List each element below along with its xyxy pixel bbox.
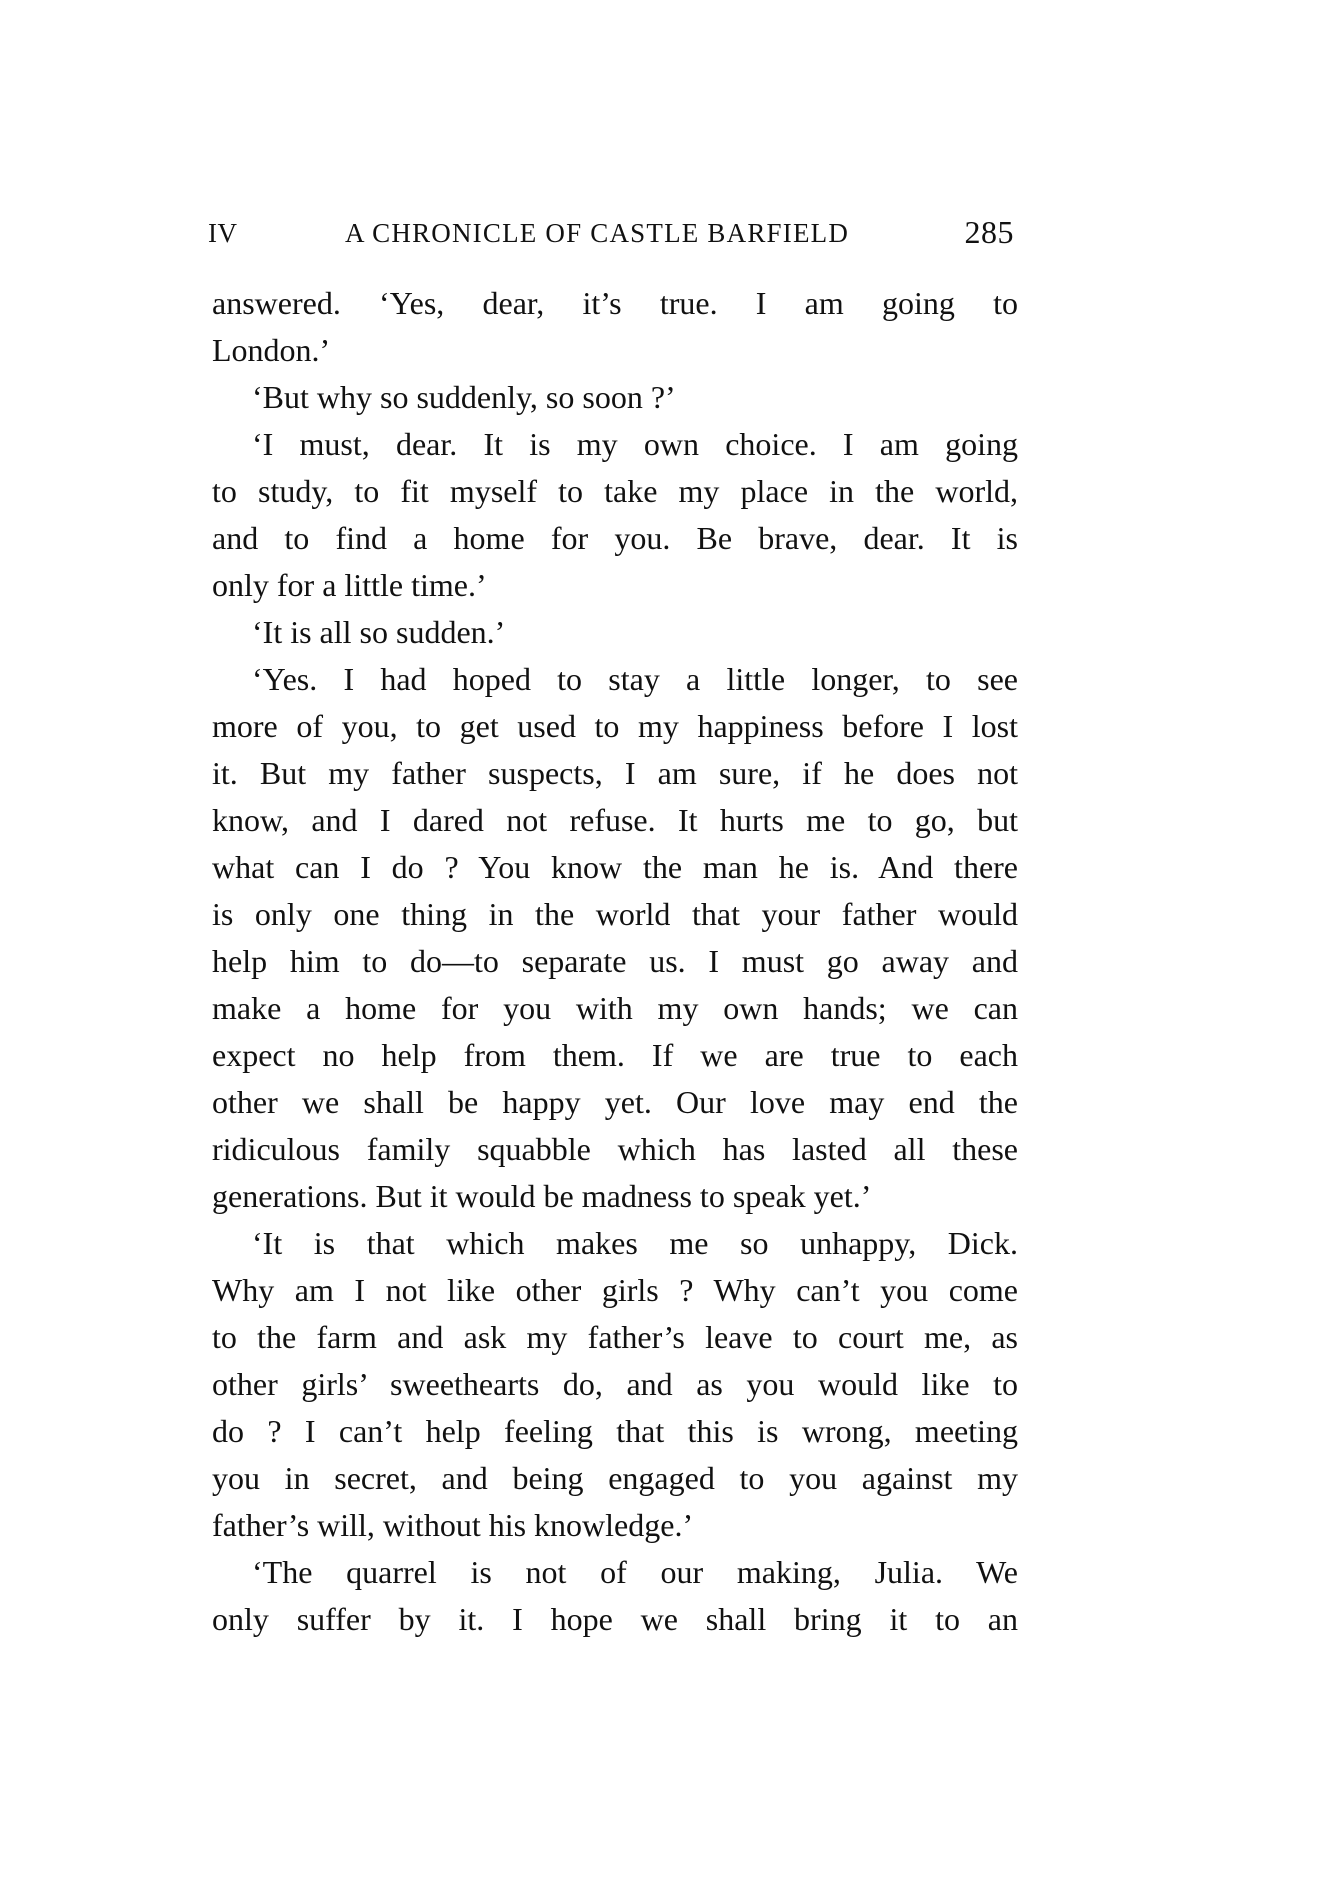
text-line: ‘But why so suddenly, so soon ?’ xyxy=(252,379,676,415)
running-header xyxy=(208,214,1014,258)
text-line: help him to do—to separate us. I must go away and xyxy=(212,943,1018,979)
text-line: ‘It is all so sudden.’ xyxy=(252,614,506,650)
text-line: and to find a home for you. Be brave, dear. It is xyxy=(212,520,1018,556)
text-line: Why am I not like other girls ? Why can’t you come xyxy=(212,1272,1018,1308)
text-line: ‘The quarrel is not of our making, Julia. We xyxy=(252,1554,1018,1590)
text-line: other girls’ sweethearts do, and as you would like to xyxy=(212,1366,1018,1402)
text-line: ‘It is that which makes me so unhappy, Dick. xyxy=(252,1225,1018,1261)
text-line: to study, to fit myself to take my place in the world, xyxy=(212,473,1018,509)
page-number: 285 xyxy=(964,214,1014,250)
text-line: ‘I must, dear. It is my own choice. I am going xyxy=(252,426,1018,462)
text-line: only for a little time.’ xyxy=(212,567,487,603)
text-line: to the farm and ask my father’s leave to court me, as xyxy=(212,1319,1018,1355)
text-line: London.’ xyxy=(212,332,331,368)
text-line: what can I do ? You know the man he is. And there xyxy=(212,849,1018,885)
text-line: ridiculous family squabble which has lasted all these xyxy=(212,1131,1018,1167)
text-line: generations. But it would be madness to speak yet.’ xyxy=(212,1178,872,1214)
text-line: expect no help from them. If we are true to each xyxy=(212,1037,1018,1073)
text-line: more of you, to get used to my happiness before I lost xyxy=(212,708,1018,744)
running-title: A CHRONICLE OF CASTLE BARFIELD xyxy=(345,218,850,248)
text-line: answered. ‘Yes, dear, it’s true. I am going to xyxy=(212,285,1018,321)
text-line: do ? I can’t help feeling that this is wrong, meeting xyxy=(212,1413,1018,1449)
text-line: you in secret, and being engaged to you against my xyxy=(212,1460,1018,1496)
body-text xyxy=(212,280,1018,1643)
text-line: make a home for you with my own hands; we can xyxy=(212,990,1018,1026)
text-line: is only one thing in the world that your father would xyxy=(212,896,1018,932)
text-line: other we shall be happy yet. Our love may end the xyxy=(212,1084,1018,1120)
chapter-number: IV xyxy=(208,218,238,248)
text-line: ‘Yes. I had hoped to stay a little longer, to see xyxy=(252,661,1018,697)
text-line: know, and I dared not refuse. It hurts me to go, but xyxy=(212,802,1018,838)
text-line: father’s will, without his knowledge.’ xyxy=(212,1507,694,1543)
text-line: only suffer by it. I hope we shall bring it to an xyxy=(212,1601,1018,1637)
text-line: it. But my father suspects, I am sure, if he does not xyxy=(212,755,1018,791)
